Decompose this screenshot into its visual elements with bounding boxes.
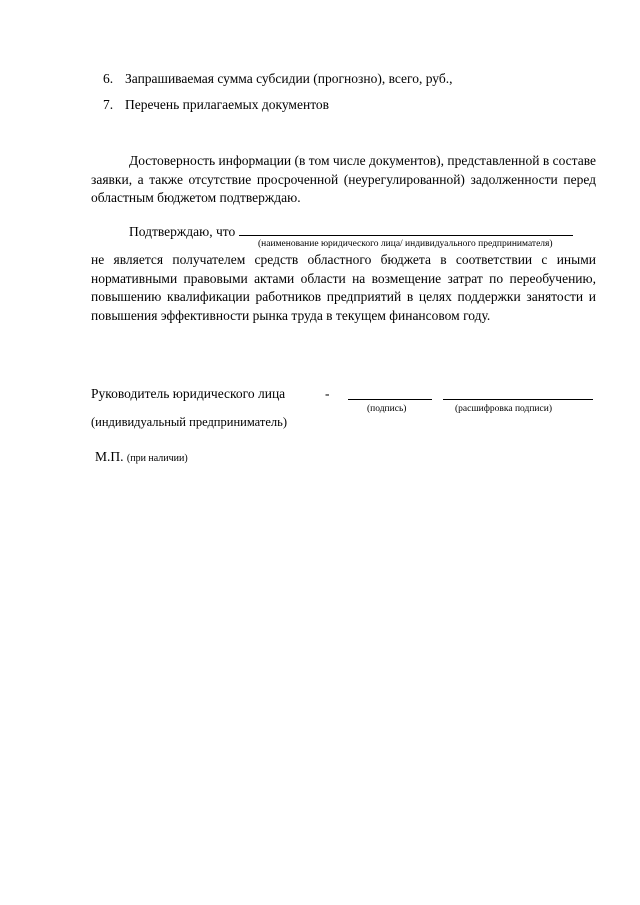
- list-item-7: [103, 96, 329, 114]
- confirm-lead: Подтверждаю, что: [129, 224, 236, 239]
- list-item-6-text: Запрашиваемая сумма субсидии (прогнозно), всего, руб.,: [125, 71, 453, 86]
- list-item-7-number: 7.: [103, 97, 114, 112]
- entrepreneur-label: (индивидуальный предприниматель): [91, 415, 287, 429]
- stamp-line: [95, 448, 188, 468]
- organization-name-field[interactable]: [239, 222, 573, 236]
- reliability-paragraph: [91, 152, 596, 208]
- confirm-body: не является получателем средств областного бюджета в соответствии с иными нормативными правовыми актами области на возмещение затрат по переобучению, повышению квалификации работников предприятий в целях поддержки занятости и повышения эффективности рынка труда в текущем финансовом году.: [91, 252, 596, 323]
- signature-caption: (подпись): [367, 404, 407, 414]
- reliability-text: Достоверность информации (в том числе документов), представленной в составе заявки, а также отсутствие просроченной (неурегулированной) задолженности перед областным бюджетом подтверждаю.: [91, 153, 597, 205]
- signature-dash: -: [325, 386, 330, 401]
- signature-head-label: Руководитель юридического лица: [91, 386, 286, 401]
- stamp-label: М.П.: [95, 449, 124, 464]
- list-item-6-number: 6.: [103, 71, 114, 86]
- list-item-6: [103, 70, 452, 88]
- signature-decoding-field[interactable]: [443, 386, 593, 400]
- stamp-note: (при наличии): [126, 453, 188, 464]
- organization-name-caption: (наименование юридического лица/ индивидуального предпринимателя): [258, 239, 553, 249]
- signature-field[interactable]: [348, 386, 432, 400]
- signature-decoding-caption: (расшифровка подписи): [455, 404, 552, 414]
- list-item-7-text: Перечень прилагаемых документов: [125, 97, 330, 112]
